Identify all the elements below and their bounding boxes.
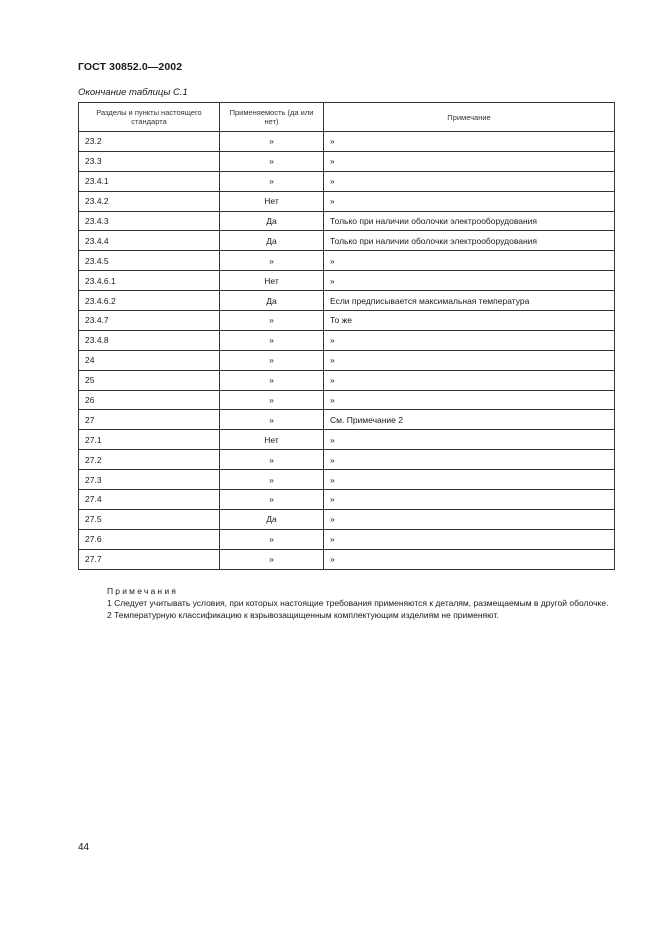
column-header-applicability: Применяемость (да или нет) bbox=[220, 103, 324, 132]
cell-note: » bbox=[324, 171, 615, 191]
cell-section: 23.4.6.1 bbox=[79, 271, 220, 291]
table-caption: Окончание таблицы С.1 bbox=[78, 87, 188, 98]
cell-applicability: Нет bbox=[220, 191, 324, 211]
cell-applicability: » bbox=[220, 470, 324, 490]
cell-note: » bbox=[324, 271, 615, 291]
table-row bbox=[79, 509, 615, 529]
table-row bbox=[79, 191, 615, 211]
cell-applicability: » bbox=[220, 330, 324, 350]
cell-note: » bbox=[324, 191, 615, 211]
table-row bbox=[79, 132, 615, 152]
cell-applicability: » bbox=[220, 450, 324, 470]
cell-note: » bbox=[324, 151, 615, 171]
table-row bbox=[79, 291, 615, 311]
cell-applicability: Да bbox=[220, 509, 324, 529]
cell-section: 27.1 bbox=[79, 430, 220, 450]
cell-applicability: » bbox=[220, 410, 324, 430]
table-row bbox=[79, 350, 615, 370]
cell-section: 26 bbox=[79, 390, 220, 410]
cell-section: 23.4.3 bbox=[79, 211, 220, 231]
cell-section: 27.2 bbox=[79, 450, 220, 470]
table-row bbox=[79, 330, 615, 350]
table-row bbox=[79, 490, 615, 510]
cell-note: » bbox=[324, 350, 615, 370]
note-item: 1 Следует учитывать условия, при которых настоящие требования применяются к деталям, размещаемым в другой оболочке. bbox=[107, 598, 609, 608]
cell-section: 27 bbox=[79, 410, 220, 430]
page-number: 44 bbox=[78, 842, 90, 853]
table-row bbox=[79, 370, 615, 390]
cell-note: » bbox=[324, 549, 615, 569]
cell-note: » bbox=[324, 132, 615, 152]
table-row bbox=[79, 231, 615, 251]
cell-section: 23.4.4 bbox=[79, 231, 220, 251]
cell-applicability: » bbox=[220, 370, 324, 390]
cell-applicability: » bbox=[220, 549, 324, 569]
table-row bbox=[79, 390, 615, 410]
table-row bbox=[79, 549, 615, 569]
notes-block bbox=[78, 585, 614, 621]
cell-section: 23.4.6.2 bbox=[79, 291, 220, 311]
table-row bbox=[79, 271, 615, 291]
cell-applicability: » bbox=[220, 132, 324, 152]
cell-note: » bbox=[324, 370, 615, 390]
cell-section: 27.5 bbox=[79, 509, 220, 529]
cell-note: » bbox=[324, 390, 615, 410]
cell-section: 23.4.2 bbox=[79, 191, 220, 211]
document-header: ГОСТ 30852.0—2002 bbox=[78, 61, 183, 73]
cell-note: Только при наличии оболочки электрооборудования bbox=[324, 211, 615, 231]
table-row bbox=[79, 410, 615, 430]
cell-note: » bbox=[324, 251, 615, 271]
table-row bbox=[79, 211, 615, 231]
cell-section: 23.2 bbox=[79, 132, 220, 152]
cell-applicability: » bbox=[220, 490, 324, 510]
cell-applicability: Нет bbox=[220, 271, 324, 291]
cell-note: Если предписывается максимальная температура bbox=[324, 291, 615, 311]
table-row bbox=[79, 529, 615, 549]
table-row bbox=[79, 311, 615, 331]
cell-section: 27.4 bbox=[79, 490, 220, 510]
applicability-table bbox=[78, 102, 615, 570]
cell-section: 23.4.5 bbox=[79, 251, 220, 271]
cell-note: » bbox=[324, 490, 615, 510]
cell-note: » bbox=[324, 450, 615, 470]
cell-section: 27.6 bbox=[79, 529, 220, 549]
cell-applicability: » bbox=[220, 151, 324, 171]
table-row bbox=[79, 450, 615, 470]
table-row bbox=[79, 171, 615, 191]
column-header-note: Примечание bbox=[324, 103, 615, 132]
column-header-section: Разделы и пункты настоящего стандарта bbox=[79, 103, 220, 132]
table-row bbox=[79, 251, 615, 271]
table-row bbox=[79, 151, 615, 171]
cell-section: 23.4.8 bbox=[79, 330, 220, 350]
cell-note: » bbox=[324, 470, 615, 490]
cell-section: 27.7 bbox=[79, 549, 220, 569]
cell-applicability: » bbox=[220, 171, 324, 191]
cell-applicability: » bbox=[220, 390, 324, 410]
table-row bbox=[79, 470, 615, 490]
table-row bbox=[79, 430, 615, 450]
cell-applicability: » bbox=[220, 311, 324, 331]
cell-section: 23.4.1 bbox=[79, 171, 220, 191]
cell-applicability: Да bbox=[220, 211, 324, 231]
cell-note: » bbox=[324, 529, 615, 549]
cell-section: 23.4.7 bbox=[79, 311, 220, 331]
cell-applicability: » bbox=[220, 251, 324, 271]
note-item: 2 Температурную классификацию к взрывозащищенным комплектующим изделиям не применяют. bbox=[107, 610, 499, 620]
cell-note: » bbox=[324, 509, 615, 529]
cell-applicability: Нет bbox=[220, 430, 324, 450]
cell-applicability: Да bbox=[220, 231, 324, 251]
table-header-row bbox=[79, 103, 615, 132]
cell-section: 24 bbox=[79, 350, 220, 370]
cell-applicability: Да bbox=[220, 291, 324, 311]
cell-note: » bbox=[324, 430, 615, 450]
cell-section: 25 bbox=[79, 370, 220, 390]
cell-note: См. Примечание 2 bbox=[324, 410, 615, 430]
cell-applicability: » bbox=[220, 350, 324, 370]
cell-section: 27.3 bbox=[79, 470, 220, 490]
cell-note: То же bbox=[324, 311, 615, 331]
notes-title: Примечания bbox=[107, 586, 179, 596]
cell-section: 23.3 bbox=[79, 151, 220, 171]
cell-note: Только при наличии оболочки электрооборудования bbox=[324, 231, 615, 251]
cell-note: » bbox=[324, 330, 615, 350]
cell-applicability: » bbox=[220, 529, 324, 549]
